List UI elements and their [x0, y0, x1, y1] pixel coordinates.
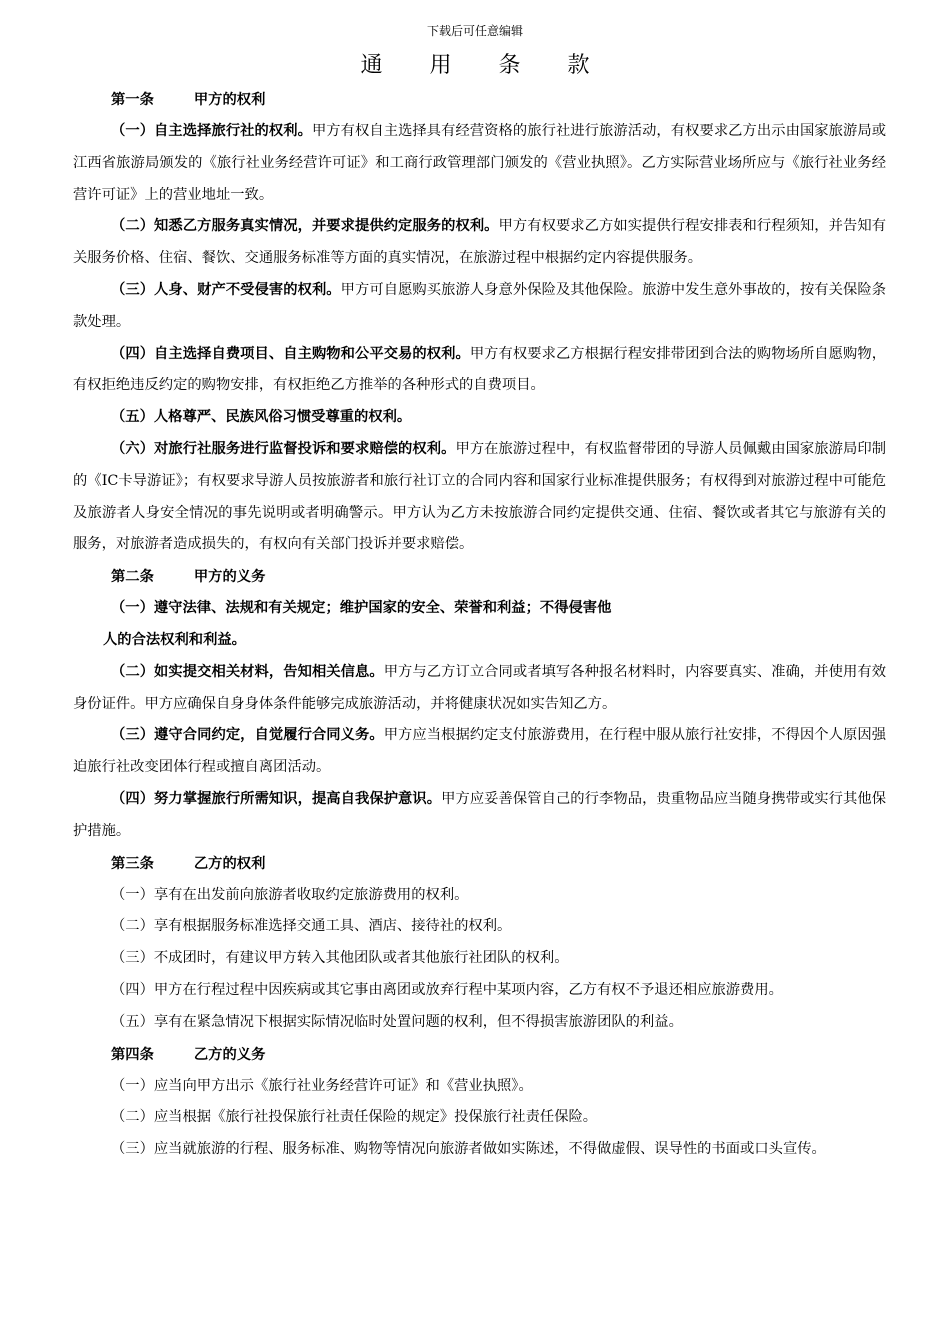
clause-body: 甲方有权自主选择具有经营资格的旅行社进行旅游活动，有权要求乙方出示由国家旅游局或江西省旅游局颁发的《旅行社业务经营许可证》和工商行政管理部门颁发的《营业执照》。乙方实际营业场所应与《旅行社业务经营许可证》上的营业地址一致。 — [73, 123, 887, 203]
clause-body: 甲方可自愿购买旅游人身意外保险及其他保险。旅游中发生意外事故的，按有关保险条款处理。 — [73, 281, 887, 330]
clause-body: 甲方应妥善保管自己的行李物品，贵重物品应当随身携带或实行其他保护措施。 — [73, 790, 887, 839]
clause-lead: （五）人格尊严、民族风俗习惯受尊重的权利。 — [111, 409, 412, 426]
clause-lead: （六）对旅行社服务进行监督投诉和要求赔偿的权利。 — [111, 440, 456, 457]
article-number: 第三条 — [111, 855, 154, 872]
document-body — [73, 84, 886, 1166]
clause-lead: （四）努力掌握旅行所需知识，提高自我保护意识。 — [111, 790, 442, 807]
clause-item: （三）不成团时，有建议甲方转入其他团队或者其他旅行社团队的权利。 — [111, 950, 569, 967]
clause-body: 甲方与乙方订立合同或者填写各种报名材料时，内容要真实、准确，并使用有效身份证件。甲方应确保自身身体条件能够完成旅游活动，并将健康状况如实告知乙方。 — [73, 663, 886, 712]
header-note: 下载后可任意编辑 — [426, 24, 523, 38]
article-name: 甲方的义务 — [193, 569, 266, 586]
article-number: 第二条 — [111, 569, 154, 586]
clause-body: 甲方应当根据约定支付旅游费用，在行程中服从旅行社安排，不得因个人原因强迫旅行社改变团体行程或擅自离团活动。 — [73, 727, 886, 776]
clause-item: （三）应当就旅游的行程、服务标准、购物等情况向旅游者做如实陈述，不得做虚假、误导性的书面或口头宣传。 — [111, 1141, 826, 1158]
clause-paragraph — [73, 275, 886, 339]
article-heading — [73, 561, 886, 593]
article-name: 乙方的权利 — [193, 855, 266, 872]
clause-paragraph — [73, 402, 886, 434]
clause-lead: （一）自主选择旅行社的权利。 — [111, 123, 312, 139]
clause-item: （一）享有在出发前向旅游者收取约定旅游费用的权利。 — [111, 886, 469, 903]
clause-lead-line-1: （一）遵守法律、法规和有关规定；维护国家的安全、荣誉和利益；不得侵害他 — [111, 600, 612, 617]
clause-item: （五）享有在紧急情况下根据实际情况临时处置问题的权利，但不得损害旅游团队的利益。 — [111, 1013, 683, 1030]
document-title: 通 用 条 款 — [360, 53, 610, 78]
clause-paragraph — [73, 116, 886, 211]
clause-body: 甲方有权要求乙方根据行程安排带团到合法的购物场所自愿购物，有权拒绝违反约定的购物安排，有权拒绝乙方推举的各种形式的自费项目。 — [73, 345, 887, 394]
clause-lead-line-2: 人的合法权利和利益。 — [103, 631, 246, 648]
clause-lead: （二）如实提交相关材料，告知相关信息。 — [111, 663, 384, 680]
article-number: 第一条 — [111, 92, 154, 108]
clause-item: （二）享有根据服务标准选择交通工具、酒店、接待社的权利。 — [111, 918, 512, 935]
article-heading — [73, 1039, 886, 1071]
clause-item: （二）应当根据《旅行社投保旅行社责任保险的规定》投保旅行社责任保险。 — [111, 1109, 598, 1126]
clause-body: 甲方在旅游过程中，有权监督带团的导游人员佩戴由国家旅游局印制的《IC卡导游证》；有权要求导游人员按旅游者和旅行社订立的合同内容和国家行业标准提供服务；有权得到对旅游过程中可能危及旅游者人身安全情况的事先说明或者明确警示。甲方认为乙方未按旅游合同约定提供交通、住宿、餐饮或者其它与旅游有关的服务，对旅游者造成损失的，有权向有关部门投诉并要求赔偿。 — [73, 440, 886, 553]
clause-paragraph — [73, 211, 886, 275]
clause-paragraph — [73, 593, 886, 657]
clause-lead: （二）知悉乙方服务真实情况，并要求提供约定服务的权利。 — [111, 218, 499, 235]
clause-paragraph — [73, 784, 886, 848]
article-name: 甲方的权利 — [193, 92, 266, 108]
clause-lead: （四）自主选择自费项目、自主购物和公平交易的权利。 — [111, 345, 470, 362]
article-number: 第四条 — [111, 1046, 154, 1063]
article-heading — [73, 84, 886, 116]
article-name: 乙方的义务 — [193, 1046, 266, 1063]
clause-paragraph — [73, 720, 886, 784]
clause-paragraph — [73, 339, 886, 403]
clause-lead: （三）人身、财产不受侵害的权利。 — [111, 281, 341, 298]
clause-item: （一）应当向甲方出示《旅行社业务经营许可证》和《营业执照》。 — [111, 1077, 533, 1094]
clause-paragraph — [73, 657, 886, 721]
article-heading — [73, 848, 886, 880]
clause-body: 甲方有权要求乙方如实提供行程安排表和行程须知，并告知有关服务价格、住宿、餐饮、交通服务标准等方面的真实情况，在旅游过程中根据约定内容提供服务。 — [73, 218, 887, 267]
clause-item: （四）甲方在行程过程中因疾病或其它事由离团或放弃行程中某项内容，乙方有权不予退还相应旅游费用。 — [111, 981, 783, 998]
clause-lead: （三）遵守合同约定，自觉履行合同义务。 — [111, 727, 384, 744]
clause-paragraph — [73, 434, 886, 561]
